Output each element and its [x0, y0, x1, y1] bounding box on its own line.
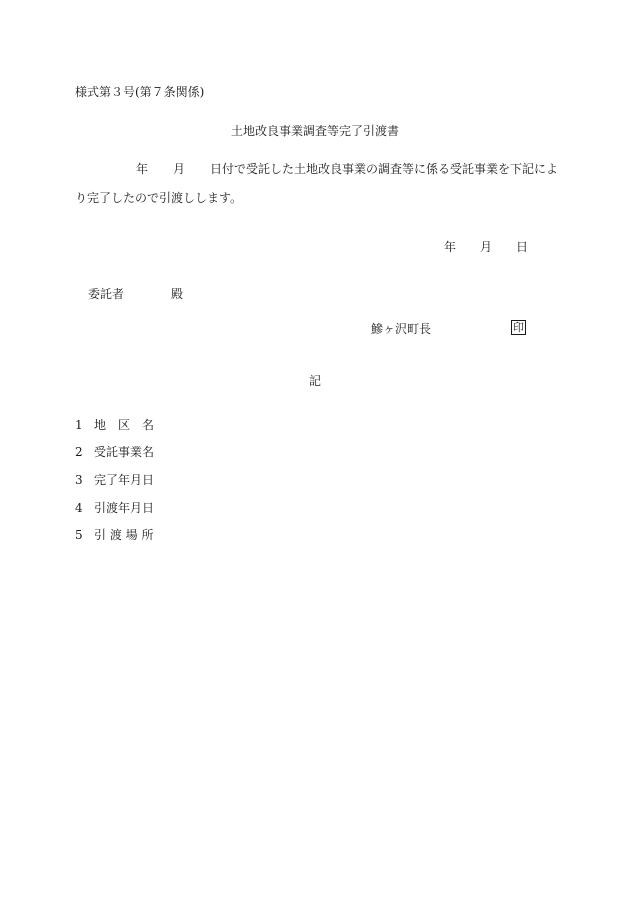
- list-item: [75, 502, 154, 514]
- date-day-label: 日: [516, 240, 529, 254]
- date-row: [444, 241, 528, 253]
- form-number: 様式第３号(第７条関係): [75, 85, 205, 99]
- ki-heading: 記: [308, 374, 321, 388]
- item-number: 2: [75, 445, 83, 459]
- item-label: 引渡年月日: [94, 501, 155, 515]
- body-line-2: り完了したので引渡しします。: [75, 191, 243, 205]
- item-number: 4: [75, 501, 83, 515]
- list-item: [75, 446, 154, 458]
- date-month-label: 月: [480, 240, 493, 254]
- list-item: [75, 529, 153, 541]
- body-line-1: [75, 163, 558, 175]
- date-year-label: 年: [444, 240, 457, 254]
- body-year-label: 年: [136, 162, 149, 176]
- item-label: 完了年月日: [94, 473, 155, 487]
- item-label: 地 区 名: [94, 418, 155, 432]
- list-item: [75, 419, 154, 431]
- issuer-name: 鰺ヶ沢町長: [371, 322, 432, 336]
- item-label: 受託事業名: [94, 445, 155, 459]
- item-number: 3: [75, 473, 83, 487]
- list-item: [75, 474, 154, 486]
- item-number: 5: [75, 528, 83, 542]
- recipient-line: [88, 288, 183, 300]
- item-label: 引 渡 場 所: [94, 528, 154, 542]
- item-number: 1: [75, 418, 83, 432]
- document-title: 土地改良事業調査等完了引渡書: [230, 124, 399, 138]
- body-month-label: 月: [173, 162, 186, 176]
- seal-mark: 印: [513, 321, 524, 334]
- body-line-1-text: 日付で受託した土地改良事業の調査等に係る受託事業を下記によ: [210, 162, 559, 176]
- recipient-honorific: 殿: [171, 287, 184, 301]
- recipient-label: 委託者: [88, 287, 125, 301]
